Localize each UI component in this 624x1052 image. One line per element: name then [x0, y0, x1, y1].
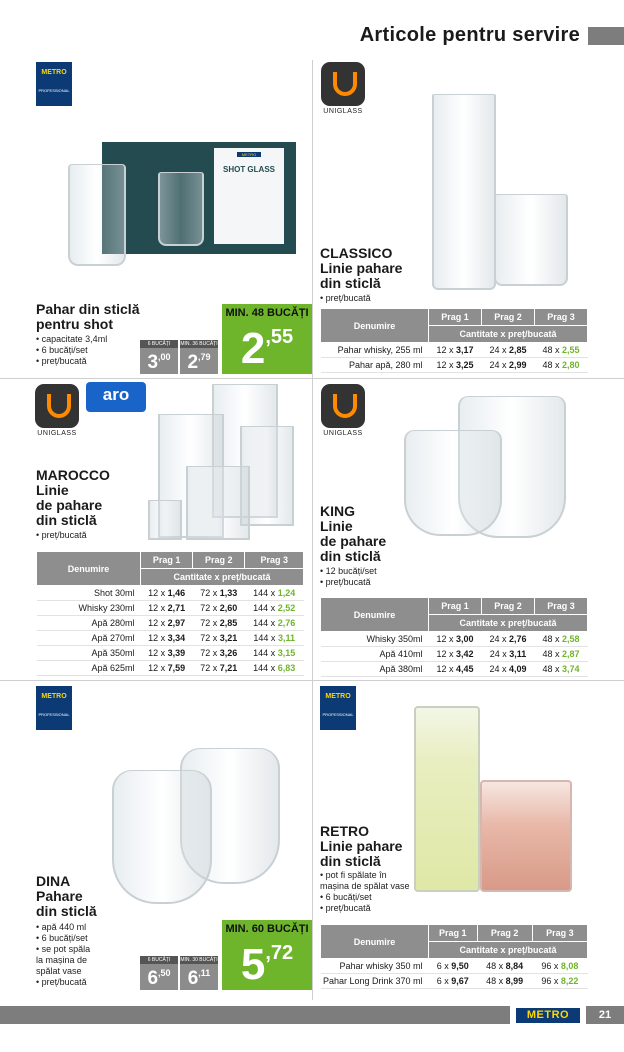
product-title: Pahar din sticlă pentru shot: [36, 301, 140, 332]
table-row: Pahar Long Drink 370 ml 6 x 9,67 48 x 8,99 96 x 8,22: [321, 974, 588, 989]
king-glass-image-2: [404, 430, 502, 536]
row-divider-1: [0, 378, 624, 379]
table-row: Shot 30ml 12 x 1,46 72 x 1,33 144 x 1,24: [37, 586, 304, 601]
table-row: Apă 625ml 12 x 7,59 72 x 7,21 144 x 6,83: [37, 661, 304, 676]
table-row: Apă 410ml 12 x 3,42 24 x 3,11 48 x 2,87: [321, 647, 588, 662]
uniglass-icon: [35, 384, 79, 428]
retro-whisky-image: [480, 780, 572, 892]
table-row: Pahar whisky 350 ml 6 x 9,50 48 x 8,84 96 x 8,08: [321, 959, 588, 974]
uniglass-logo: UNIGLASS: [320, 62, 366, 118]
product-title: MAROCCO Linie de pahare din sticlă: [36, 467, 110, 528]
product-description: • pot fi spălate în mașina de spălat vase • 6 bucăți/set • preț/bucată: [320, 870, 410, 913]
box-label-panel: [214, 148, 284, 244]
min-quantity-label: MIN. 48 BUCĂȚI: [222, 304, 312, 322]
min-quantity-label: MIN. 60 BUCĂȚI: [222, 920, 312, 938]
aro-logo: aro: [86, 382, 146, 412]
price-tier-1: $3^{,00}$: [140, 348, 178, 374]
uniglass-icon: [321, 62, 365, 106]
header-bar: [588, 27, 624, 45]
whisky-glass-image: [494, 194, 568, 286]
price-tier-1-label: 6 BUCĂȚI: [140, 340, 178, 348]
table-row: Whisky 230ml 12 x 2,71 72 x 2,60 144 x 2,52: [37, 601, 304, 616]
shot-glass-image-2: [158, 172, 204, 246]
price-tier-1: $6^{,50}$: [140, 964, 178, 990]
table-row: Pahar apă, 280 ml 12 x 3,25 24 x 2,99 48 x 2,80: [321, 358, 588, 373]
page-title: Articole pentru servire: [359, 24, 580, 46]
uniglass-logo: UNIGLASS: [320, 384, 366, 440]
table-row: Whisky 350ml 12 x 3,00 24 x 2,76 48 x 2,58: [321, 632, 588, 647]
price-tier-2-label: MIN. 36 BUCĂȚI: [180, 341, 218, 347]
metro-professional-logo: METRO PROFESSIONAL: [36, 686, 72, 730]
price-table: Denumire Prag 1 Prag 2 Prag 3 Cantitate x preț/bucată Pahar whisky, 255 ml 12 x 3,17 24 x 2,85 48 x 2,55 Pahar apă, 280 ml 12 x 3,25 24 x 2,99 48 x 2,80: [320, 308, 588, 373]
price-table: Denumire Prag 1 Prag 2 Prag 3 Cantitate x preț/bucată Pahar whisky 350 ml 6 x 9,50 48 x 8,84 96 x 8,08 Pahar Long Drink 370 ml 6 x 9,67 48 x 8,99 96 x 8,22: [320, 924, 588, 989]
price-table: Denumire Prag 1 Prag 2 Prag 3 Cantitate x preț/bucată Whisky 350ml 12 x 3,00 24 x 2,76 48 x 2,58 Apă 410ml 12 x 3,42 24 x 3,11 48 x 2,87 Apă 380ml 12 x 4,45 24 x 4,09 48 x 3,74: [320, 597, 588, 677]
uniglass-logo: UNIGLASS: [34, 384, 80, 440]
table-row: Apă 280ml 12 x 2,97 72 x 2,85 144 x 2,76: [37, 616, 304, 631]
product-description: • preț/bucată: [36, 530, 87, 540]
marocco-shot-image: [148, 500, 182, 540]
column-divider: [312, 60, 313, 1000]
metro-professional-logo: METRO PROFESSIONAL: [320, 686, 356, 730]
footer-metro-logo: METRO: [516, 1008, 580, 1023]
shot-glass-image: [68, 164, 126, 266]
table-row: Apă 350ml 12 x 3,39 72 x 3,26 144 x 3,15: [37, 646, 304, 661]
price-tier-2: $6^{,11}$: [180, 964, 218, 990]
product-title: KING Linie de pahare din sticlă: [320, 503, 387, 564]
retro-long-drink-image: [414, 706, 480, 892]
product-title: CLASSICO Linie pahare din sticlă: [320, 245, 403, 291]
product-description: • 12 bucăți/set • preț/bucată: [320, 566, 377, 587]
big-price: $5^{,72}$: [222, 938, 312, 990]
footer-bar: [0, 1006, 510, 1024]
box-label: SHOT GLASS: [222, 165, 275, 174]
price-tier-2-label: MIN. 30 BUCĂȚI: [180, 957, 218, 963]
metro-professional-logo: METRO PROFESSIONAL: [36, 62, 72, 106]
box-metro-logo: METRO: [237, 152, 261, 157]
table-row: Pahar whisky, 255 ml 12 x 3,17 24 x 2,85 48 x 2,55: [321, 343, 588, 358]
product-description: • apă 440 ml • 6 bucăți/set • se pot spăla la mașina de spălat vase • preț/bucată: [36, 922, 91, 987]
page-number: 21: [586, 1006, 624, 1024]
table-row: Apă 270ml 12 x 3,34 72 x 3,21 144 x 3,11: [37, 631, 304, 646]
table-row: Apă 380ml 12 x 4,45 24 x 4,09 48 x 3,74: [321, 662, 588, 677]
price-tier-2: $2^{,79}$: [180, 348, 218, 374]
marocco-glass-image-4: [186, 466, 250, 540]
product-description: • capacitate 3,4ml • 6 bucăți/set • preț/bucată: [36, 334, 108, 366]
big-price: $2^{,55}$: [222, 322, 312, 374]
uniglass-icon: [321, 384, 365, 428]
price-table: Denumire Prag 1 Prag 2 Prag 3 Cantitate x preț/bucată Shot 30ml 12 x 1,46 72 x 1,33 144 x 1,24 Whisky 230ml 12 x 2,71 72 x 2,60 144 x 2,52 Apă 280ml 12 x 2,97 72 x 2,85 144 x 2,76 Apă 270ml 12 x 3,34 72 x 3,21 144 x 3,11 Apă 350ml 12 x 3,39 72 x 3,26 144 x 3,15 Apă 625ml 12 x 7,59 72 x 7,21 144 x 6,83: [36, 551, 304, 676]
dina-glass-image-2: [112, 770, 212, 904]
product-title: RETRO Linie pahare din sticlă: [320, 823, 403, 869]
tall-glass-image: [432, 94, 496, 290]
price-tier-1-label: 6 BUCĂȚI: [140, 956, 178, 964]
row-divider-2: [0, 680, 624, 681]
product-title: DINA Pahare din sticlă: [36, 873, 97, 919]
product-description: • preț/bucată: [320, 293, 371, 303]
